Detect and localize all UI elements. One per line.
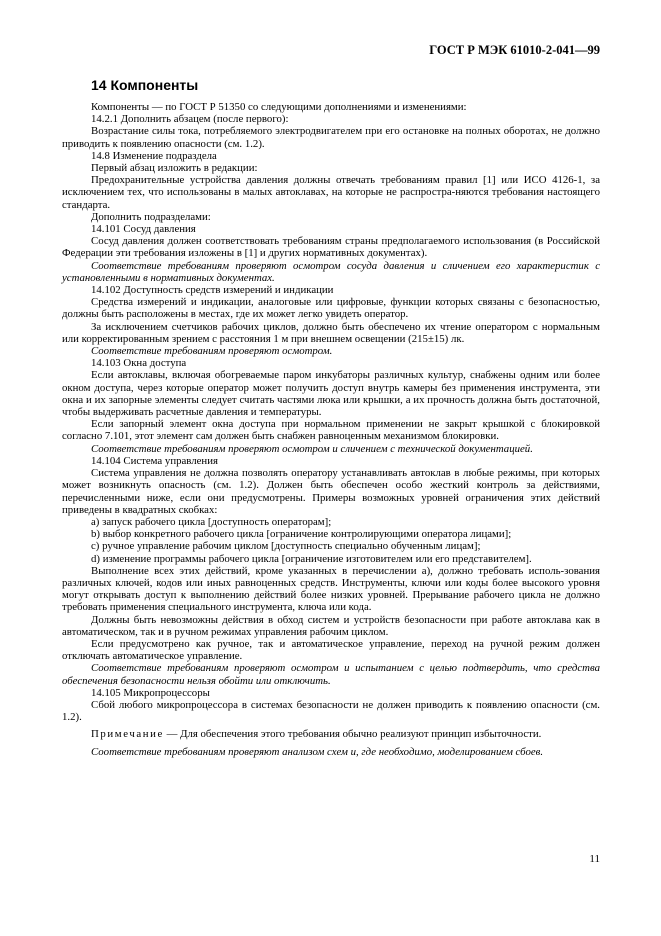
- compliance-paragraph: Соответствие требованиям проверяют осмотром и испытанием с целью подтвердить, что средства обеспечения безопасности нельзя обойти или отключить.: [62, 662, 600, 687]
- section-title: 14 Компоненты: [91, 77, 199, 93]
- document-body: [62, 101, 600, 758]
- note-text: — Для обеспечения этого требования обычно реализуют принцип избыточности.: [163, 728, 542, 741]
- paragraph: Предохранительные устройства давления должны отвечать требованиям правил [1] или ИСО 4126-1, за исключением тех, что использованы в малых автоклавах, на которые не распростра-няются требования настоящего стандарта.: [62, 174, 600, 211]
- paragraph: Выполнение всех этих действий, кроме указанных в перечислении а), должно требовать исполь-зования различных ключей, кодов или иных равноценных средств. Инструменты, ключи или коды более высокого уровня могут открывать доступ к выполнению действий более низких уровней. Прерывание рабочего цикла не должно требовать применения специального инструмента, ключа или кода.: [62, 564, 600, 614]
- paragraph: 14.103 Окна доступа: [91, 357, 187, 370]
- paragraph: Дополнить подразделами:: [91, 210, 211, 223]
- paragraph: За исключением счетчиков рабочих циклов, должно быть обеспечено их чтение оператором с нормальным или корректированным зрением с расстояния 1 м при внешнем освещении (215±15) лк.: [62, 320, 600, 345]
- note-label: Примечание: [91, 728, 164, 741]
- paragraph: 14.105 Микропроцессоры: [91, 686, 210, 699]
- note: [62, 728, 600, 740]
- list-item: d) изменение программы рабочего цикла [ограничение изготовителем или его представителем].: [91, 552, 532, 565]
- paragraph: Если запорный элемент окна доступа при нормальном применении не закрыт крышкой с блокировкой согласно 7.101, этот элемент сам должен быть снабжен равноценным механизмом блокировки.: [62, 418, 600, 443]
- paragraph: 14.101 Сосуд давления: [91, 223, 196, 236]
- paragraph: Если предусмотрено как ручное, так и автоматическое управление, переход на ручной режим должен отключать автоматическое управление.: [62, 637, 600, 663]
- paragraph: Компоненты — по ГОСТ Р 51350 со следующими дополнениями и изменениями:: [91, 101, 467, 113]
- document-header: ГОСТ Р МЭК 61010-2-041—99: [429, 43, 600, 57]
- list-item: c) ручное управление рабочим циклом [доступность специально обученным лицам];: [91, 540, 481, 553]
- paragraph: Если автоклавы, включая обогреваемые паром инкубаторы различных культур, снабжены одним или более окном доступа, через которые оператор может получить доступ внутрь камеры без применения инструмента, эти окна и их запорные элементы следует считать частями люка или крышки, а их прочность должна быть достаточной, чтобы выдерживать расчетные давления и температуры.: [62, 369, 600, 419]
- compliance-paragraph: Соответствие требованиям проверяют осмотром.: [91, 345, 333, 358]
- paragraph: 14.8 Изменение подраздела: [91, 149, 217, 162]
- compliance-paragraph: Соответствие требованиям проверяют осмотром сосуда давления и сличением его характеристик с установленными в нормативных документах.: [62, 259, 600, 284]
- paragraph: 14.2.1 Дополнить абзацем (после первого):: [91, 113, 289, 126]
- list-item: a) запуск рабочего цикла [доступность операторам];: [91, 515, 332, 528]
- page-number: 11: [589, 853, 600, 865]
- paragraph: Средства измерений и индикации, аналоговые или цифровые, функции которых связаны с безопасностью, должны быть расположены в местах, где их может легко увидеть оператор.: [62, 296, 600, 321]
- paragraph: Сбой любого микропроцессора в системах безопасности не должен приводить к появлению опасности (см. 1.2).: [62, 698, 600, 724]
- list-item: b) выбор конкретного рабочего цикла [ограничение контролирующими оператора лицами];: [91, 528, 512, 541]
- paragraph: Система управления не должна позволять оператору устанавливать автоклав в любые режимы, при которых может возникнуть опасность (см. 1.2). Должен быть обеспечен особо жесткий контроль за действиями, перечисленными ниже, если они предусмотрены. Примеры возможных уровней ограничения этих действий приведены в квадратных скобках:: [62, 467, 600, 516]
- paragraph: 14.104 Система управления: [91, 454, 218, 467]
- paragraph: Возрастание силы тока, потребляемого электродвигателем при его остановке на полных оборотах, не должно приводить к появлению опасности (см. 1.2).: [62, 125, 600, 150]
- compliance-paragraph: Соответствие требованиям проверяют осмотром и сличением с технической документацией.: [91, 442, 533, 455]
- compliance-paragraph: Соответствие требованиям проверяют анализом схем и, где необходимо, моделированием сбоев.: [91, 745, 544, 758]
- paragraph: Должны быть невозможны действия в обход систем и устройств безопасности при работе автоклава как в автоматическом, так и в ручном режимах управления рабочим циклом.: [62, 613, 600, 638]
- paragraph: Сосуд давления должен соответствовать требованиям страны предполагаемого использования (в Российской Федерации эти требования изложены в [1] и других нормативных документах).: [62, 235, 600, 260]
- paragraph: 14.102 Доступность средств измерений и индикации: [91, 284, 334, 297]
- paragraph: Первый абзац изложить в редакции:: [91, 162, 258, 175]
